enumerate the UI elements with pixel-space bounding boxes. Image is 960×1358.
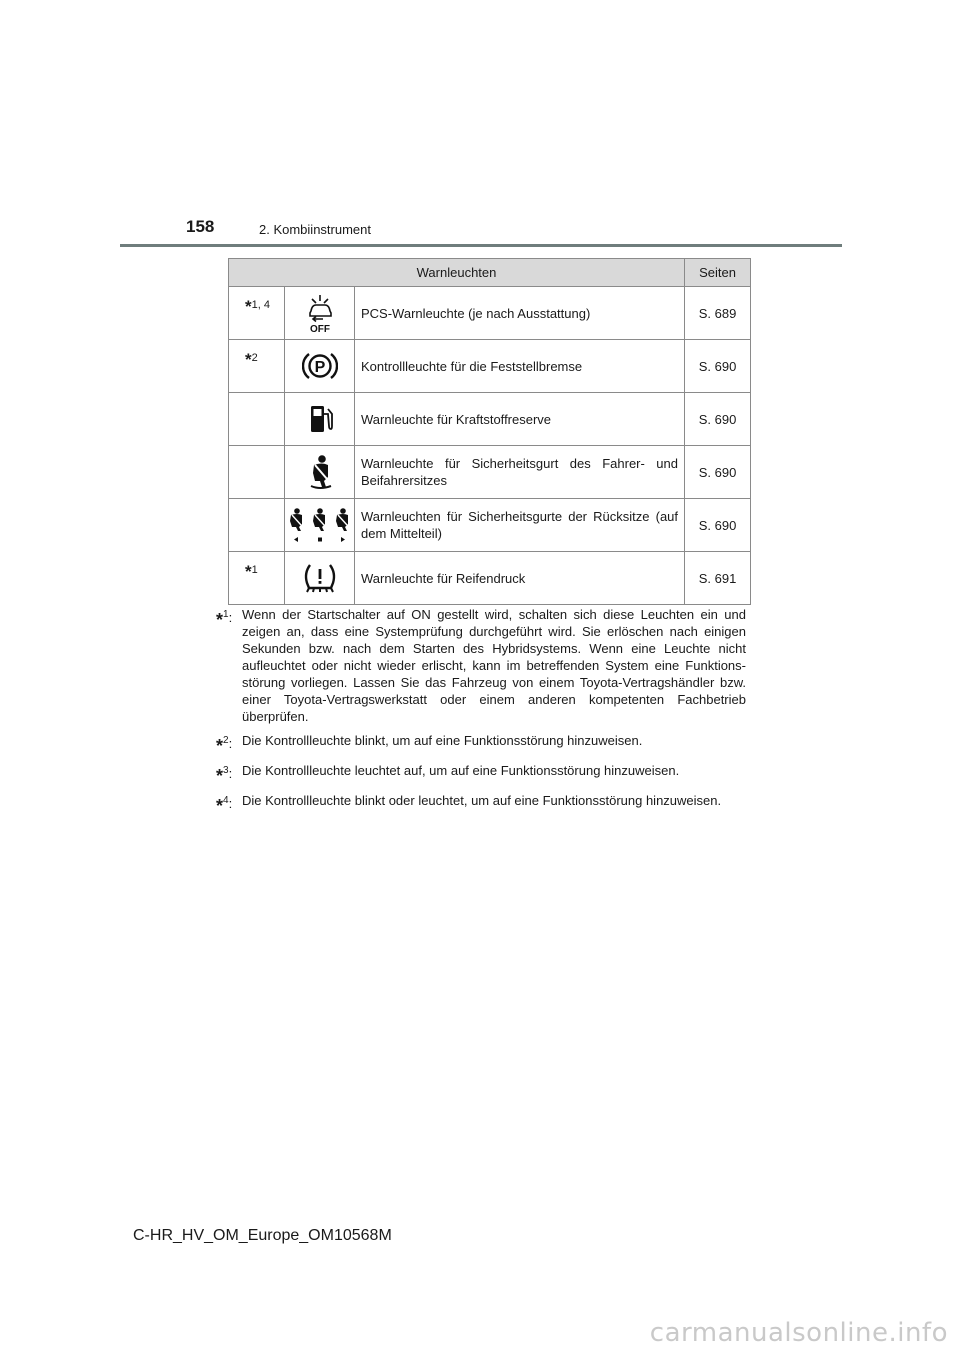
parking-brake-icon [302, 357, 338, 376]
light-label: PCS-Warnleuchte (je nach Ausstattung) [355, 287, 685, 340]
table-row [229, 552, 751, 605]
page-reference: S. 689 [685, 287, 751, 340]
tire-pressure-icon [301, 569, 339, 584]
rear-seatbelts-icon [286, 516, 354, 531]
light-label: Warnleuchte für Sicherheitsgurt des Fahrer- und Beifahrersitzes [355, 446, 685, 499]
page-reference: S. 691 [685, 552, 751, 605]
warning-lights-table [228, 258, 751, 605]
page-reference: S. 690 [685, 446, 751, 499]
svg-text:P: P [314, 359, 325, 376]
page-reference: S. 690 [685, 393, 751, 446]
note-marker: *1 [229, 552, 285, 605]
table-row [229, 446, 751, 499]
footnote [216, 606, 746, 725]
table-row [229, 287, 751, 340]
note-marker: *2 [229, 340, 285, 393]
footnote-marker: *$^1$: [216, 609, 233, 630]
section-title: 2. Kombiinstrument [259, 222, 371, 237]
light-label: Kontrollleuchte für die Feststellbremse [355, 340, 685, 393]
column-header-lights: Warnleuchten [229, 259, 685, 287]
page-reference: S. 690 [685, 340, 751, 393]
light-label: Warnleuchte für Reifendruck [355, 552, 685, 605]
note-marker [229, 499, 285, 552]
document-code: C-HR_HV_OM_Europe_OM10568M [133, 1227, 392, 1244]
icon-cell [285, 287, 355, 340]
seatbelt-icon [303, 463, 337, 478]
note-marker: *1, 4 [229, 287, 285, 340]
icon-cell [285, 446, 355, 499]
header-rule [120, 244, 842, 247]
footnote-text: Die Kontrollleuchte blinkt oder leuchtet, um auf eine Funktionsstörung hinzuweisen. [242, 793, 722, 808]
footnote [216, 732, 746, 755]
table-row [229, 340, 751, 393]
page-reference: S. 690 [685, 499, 751, 552]
footnote-text: Die Kontrollleuchte leuchtet auf, um auf eine Funktionsstörung hinzuweisen. [242, 763, 680, 778]
table-row [229, 499, 751, 552]
page-number: 158 [186, 217, 215, 236]
fuel-pump-icon [305, 410, 335, 425]
icon-cell [285, 393, 355, 446]
icon-cell [285, 499, 355, 552]
pcs-off-icon [302, 304, 338, 333]
light-label: Warnleuchte für Kraftstoffreserve [355, 393, 685, 446]
svg-text:OFF: OFF [309, 324, 330, 333]
footnote-marker: *$^2$: [216, 735, 233, 756]
footnotes [216, 606, 746, 822]
icon-cell [285, 552, 355, 605]
icon-cell [285, 340, 355, 393]
note-marker [229, 393, 285, 446]
note-marker [229, 446, 285, 499]
footnote [216, 792, 746, 815]
footnote-marker: *$^4$: [216, 795, 233, 816]
table-row [229, 393, 751, 446]
footnote [216, 762, 746, 785]
footnote-text: Wenn der Startschalter auf ON gestellt wird, schalten sich diese Leuchten ein und zeigen an, dass eine Systemprüfung durchgeführt wird. Sie erlöschen nach einigen Sekunden bzw. nach dem Starten des Hybridsystems. Wenn eine Leuchte nicht aufleuchtet oder nicht wieder erlischt, kann im betreffenden System eine Funktions-störung vorliegen. Lassen Sie das Fahrzeug von einem Toyota-Vertragshändler bzw. einer Toyota-Vertragswerkstatt oder einem anderen kompetenten Fachbetrieb überprüfen. [242, 607, 746, 724]
column-header-pages: Seiten [685, 259, 751, 287]
footnote-marker: *$^3$: [216, 765, 233, 786]
footnote-text: Die Kontrollleuchte blinkt, um auf eine Funktionsstörung hinzuweisen. [242, 733, 643, 748]
light-label: Warnleuchten für Sicherheitsgurte der Rücksitze (auf dem Mittelteil) [355, 499, 685, 552]
watermark: carmanualsonline.info [649, 1318, 948, 1348]
